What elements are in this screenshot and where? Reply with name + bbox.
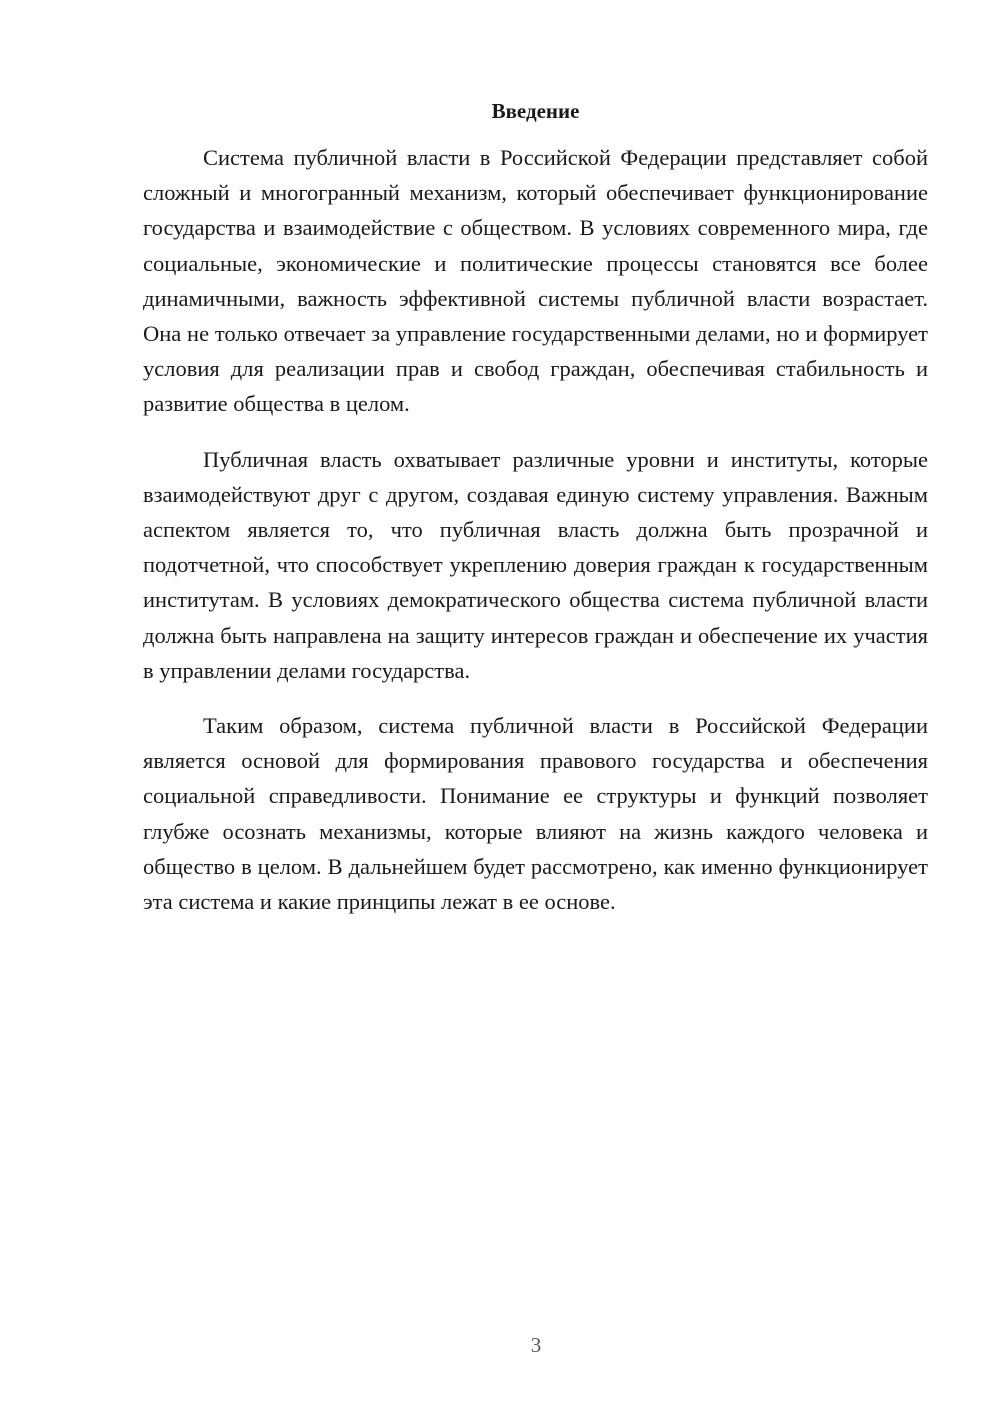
section-heading: Введение bbox=[491, 99, 580, 123]
page-number: 3 bbox=[530, 1333, 542, 1357]
page-content bbox=[143, 96, 928, 939]
paragraph-1: Система публичной власти в Российской Федерации представляет собой сложный и многогранный механизм, который обеспечивает функционирование государства и взаимодействие с обществом. В условиях современного мира, где социальные, экономические и политические процессы становятся все более динамичными, важность эффективной системы публичной власти возрастает. Она не только отвечает за управление государственными делами, но и формирует условия для реализации прав и свобод граждан, обеспечивая стабильность и развитие общества в целом. bbox=[143, 145, 928, 417]
paragraph-2: Публичная власть охватывает различные уровни и институты, которые взаимодействуют друг с другом, создавая единую систему управления. Важным аспектом является то, что публичная власть должна быть прозрачной и подотчетной, что способствует укреплению доверия граждан к государственным институтам. В условиях демократического общества система публичной власти должна быть направлена на защиту интересов граждан и обеспечение их участия в управлении делами государства. bbox=[143, 446, 928, 683]
paragraph-3: Таким образом, система публичной власти в Российской Федерации является основой для формирования правового государства и обеспечения социальной справедливости. Понимание ее структуры и функций позволяет глубже осознать механизмы, которые влияют на жизнь каждого человека и общество в целом. В дальнейшем будет рассмотрено, как именно функционирует эта система и какие принципы лежат в ее основе. bbox=[143, 713, 928, 915]
